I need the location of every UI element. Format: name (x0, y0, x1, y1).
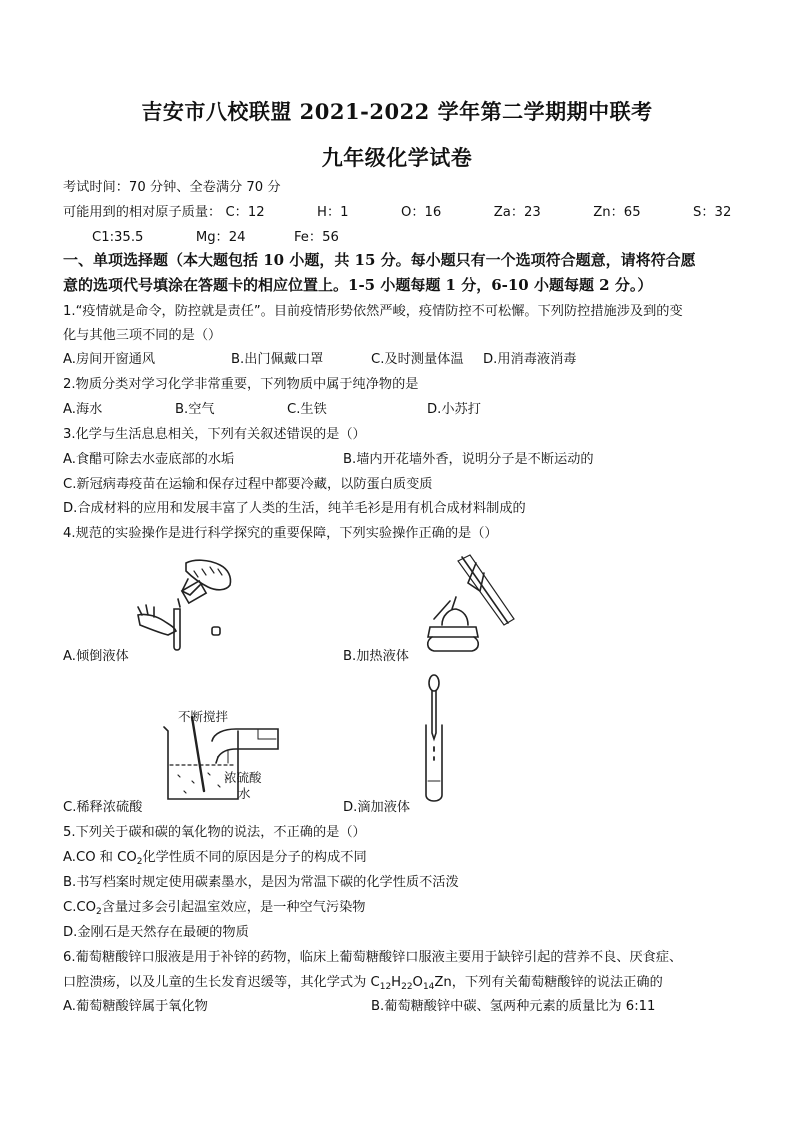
water-label: 水 (238, 786, 251, 801)
q1-option-b: B.出门佩戴口罩 (231, 352, 324, 367)
q1-stem-line-1: 1.“疫情就是命令，防控就是责任”。目前疫情形势依然严峻，疫情防控不可松懈。下列防控措施涉及到的变 (63, 304, 683, 319)
q3-option-a: A.食醋可除去水壶底部的水垢 (63, 452, 235, 467)
exam-title: 吉安市八校联盟 2021-2022 学年第二学期期中联考 (141, 99, 653, 124)
q6-stem-line-1: 6.葡萄糖酸锌口服液是用于补锌的药物，临床上葡萄糖酸锌口服液主要用于缺锌引起的营养不良、厌食症、 (63, 950, 683, 965)
q1-option-a: A.房间开窗通风 (63, 352, 156, 367)
q4-stem: 4.规范的实验操作是进行科学探究的重要保障，下列实验操作正确的是（） (63, 526, 498, 541)
q3-option-b: B.墙内开花墙外香，说明分子是不断运动的 (343, 452, 594, 467)
pouring-liquid-figure (128, 555, 238, 655)
acid-label: 浓硫酸 (224, 770, 262, 785)
q6-stem-line-2: 口腔溃疡，以及儿童的生长发育迟缓等，其化学式为 $C_{12}H_{22}O_{14}Zn$，下列有关葡萄糖酸锌的说法正确的 (63, 975, 663, 992)
heating-liquid-figure (420, 553, 530, 657)
dropping-liquid-figure (412, 673, 452, 803)
q2-option-a: A.海水 (63, 402, 103, 417)
section-heading-line-1: 一、单项选择题（本大题包括 10 小题，共 15 分。每小题只有一个选项符合题意，请将符合愿 (63, 251, 696, 269)
atomic-mass: O：16 (400, 205, 442, 220)
atomic-mass: C：12 (225, 205, 265, 220)
atomic-mass: C1:35.5 (92, 230, 144, 245)
q4-option-a: A.倾倒液体 (63, 649, 129, 664)
q1-option-d: D.用消毒液消毒 (483, 352, 577, 367)
q2-option-b: B.空气 (175, 402, 215, 417)
atomic-mass: Zn：65 (593, 205, 641, 220)
q5-option-c: $C.CO_2$含量过多会引起温室效应，是一种空气污染物 (63, 900, 366, 917)
atomic-masses-row-2 (92, 226, 339, 245)
stir-label: 不断搅拌 (178, 709, 229, 724)
q3-option-d: D.合成材料的应用和发展丰富了人类的生活，纯羊毛衫是用有机合成材料制成的 (63, 501, 526, 516)
atomic-mass: H：1 (317, 205, 349, 220)
exam-time: 考试时间：70 分钟、全卷满分 70 分 (63, 180, 281, 195)
q1-option-c: C.及时测量体温 (371, 352, 464, 367)
atomic-mass: Za：23 (493, 205, 541, 220)
q5-stem: 5.下列关于碳和碳的氧化物的说法，不正确的是（） (63, 825, 366, 840)
atomic-masses-label: 可能用到的相对原子质量： (63, 205, 222, 220)
q5-option-a: A.CO 和 $CO_2$化学性质不同的原因是分子的构成不同 (63, 850, 367, 867)
q1-stem-line-2: 化与其他三项不同的是（） (63, 328, 222, 343)
q3-stem: 3.化学与生活息息相关，下列有关叙述错误的是（） (63, 427, 366, 442)
section-heading-line-2: 意的选项代号填涂在答题卡的相应位置上。1-5 小题每题 1 分，6-10 小题每题 2 分。） (63, 276, 653, 294)
atomic-mass: S：32 (693, 205, 732, 220)
exam-subtitle: 九年级化学试卷 (321, 145, 473, 170)
q5-option-b: B.书写档案时规定使用碳素墨水，是因为常温下碳的化学性质不活泼 (63, 875, 459, 890)
q4-option-d: D.滴加液体 (343, 800, 411, 815)
q6-option-b: B.葡萄糖酸锌中碳、氢两种元素的质量比为 6:11 (371, 999, 656, 1014)
q2-option-d: D.小苏打 (427, 402, 481, 417)
q6-option-a: A.葡萄糖酸锌属于氧化物 (63, 999, 208, 1014)
atomic-mass: Mg：24 (195, 230, 246, 245)
q4-option-c: C.稀释浓硫酸 (63, 800, 143, 815)
atomic-mass: Fe：56 (293, 230, 339, 245)
q2-stem: 2.物质分类对学习化学非常重要，下列物质中属于纯净物的是 (63, 377, 419, 392)
q5-option-d: D.金刚石是天然存在最硬的物质 (63, 925, 249, 940)
atomic-masses-row-1 (63, 201, 731, 220)
q4-option-b: B.加热液体 (343, 649, 409, 664)
q3-option-c: C.新冠病毒疫苗在运输和保存过程中都要冷藏，以防蛋白质变质 (63, 477, 433, 492)
q2-option-c: C.生铁 (287, 402, 327, 417)
